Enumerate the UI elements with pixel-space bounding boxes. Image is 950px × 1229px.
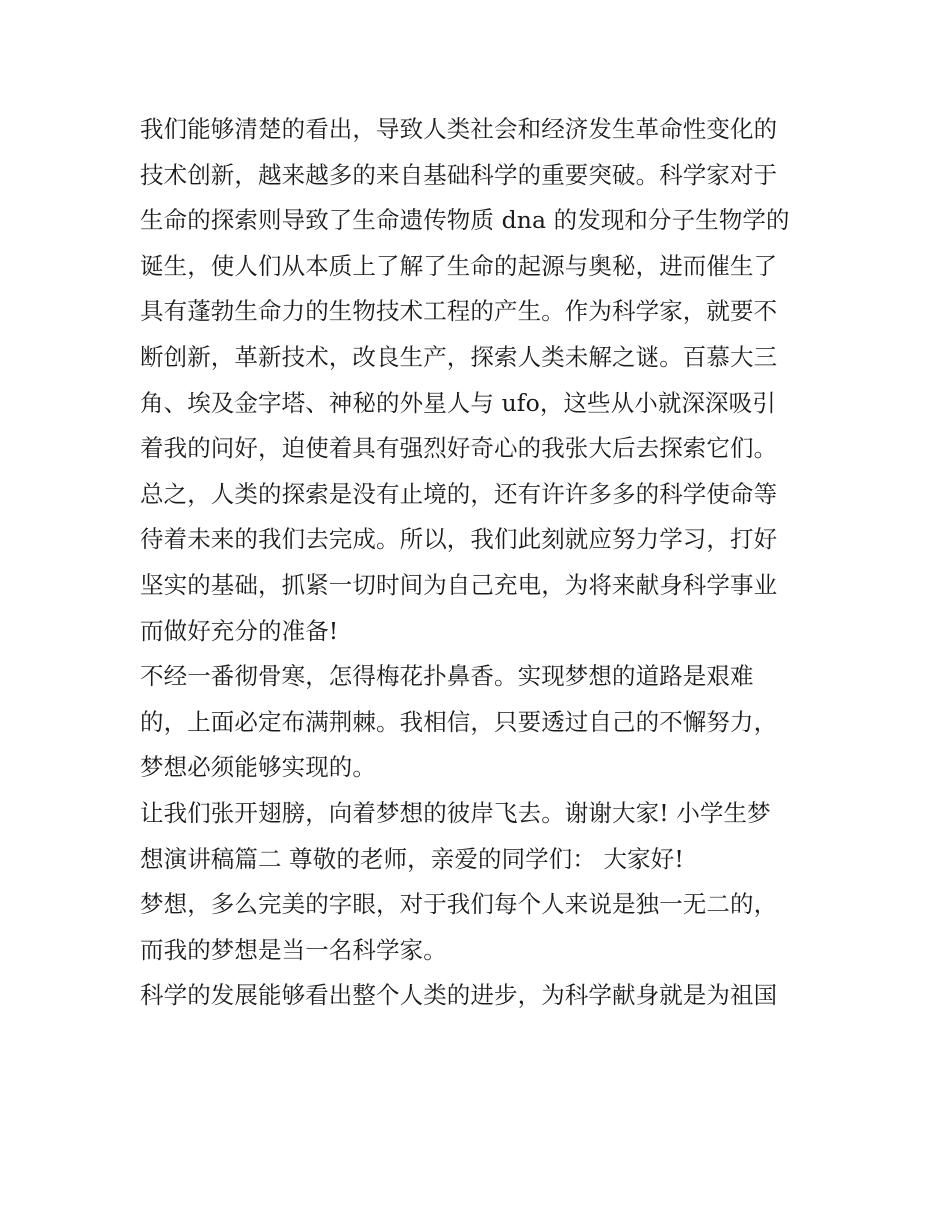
text-line: 坚实的基础，抓紧一切时间为自己充电，为将来献身科学事业 <box>140 570 778 599</box>
text-line: 而我的梦想是当一名科学家。 <box>140 935 447 964</box>
text-line: 我们能够清楚的看出，导致人类社会和经济发生革命性变化的 <box>140 115 778 143</box>
text-line: 科学的发展能够看出整个人类的进步，为科学献身就是为祖国 <box>140 981 778 1010</box>
text-line: 而做好充分的准备! <box>140 616 339 645</box>
text-line: 诞生，使人们从本质上了解了生命的起源与奥秘，进而催生了 <box>140 251 778 280</box>
text-line: 断创新，革新技术，改良生产，探索人类未解之谜。百慕大三 <box>140 342 778 371</box>
text-line: 让我们张开翅膀，向着梦想的彼岸飞去。谢谢大家! 小学生梦 <box>140 798 771 827</box>
text-line: 具有蓬勃生命力的生物技术工程的产生。作为科学家，就要不 <box>140 297 778 326</box>
text-line: 梦想必须能够实现的。 <box>140 753 376 782</box>
text-line: 角、埃及金字塔、神秘的外星人与 ufo，这些从小就深深吸引 <box>140 388 776 417</box>
text-line: 梦想，多么完美的字眼，对于我们每个人来说是独一无二的， <box>140 890 778 919</box>
text-line: 技术创新，越来越多的来自基础科学的重要突破。科学家对于 <box>140 160 778 189</box>
text-line: 待着未来的我们去完成。所以，我们此刻就应努力学习，打好 <box>140 525 778 554</box>
text-line: 生命的探索则导致了生命遗传物质 dna 的发现和分子生物学的 <box>140 206 790 235</box>
text-line: 着我的问好，迫使着具有强烈好奇心的我张大后去探索它们。 <box>140 434 778 463</box>
document-body <box>140 107 840 1019</box>
text-line: 的，上面必定布满荆棘。我相信，只要透过自己的不懈努力， <box>140 707 778 736</box>
text-line: 总之，人类的探索是没有止境的，还有许许多多的科学使命等 <box>140 479 778 508</box>
text-line: 想演讲稿篇二 尊敬的老师，亲爱的同学们： 大家好! <box>140 844 684 873</box>
text-line: 不经一番彻骨寒，怎得梅花扑鼻香。实现梦想的道路是艰难 <box>140 662 754 691</box>
